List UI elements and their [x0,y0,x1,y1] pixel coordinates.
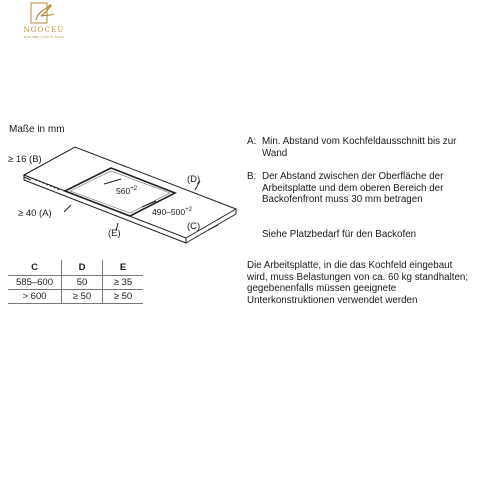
note-key: B: [247,171,257,182]
label-d: (D) [187,174,201,185]
note-a [247,136,472,159]
brand-name: NGOCEU [23,26,65,34]
table-header-row [8,260,143,276]
table-cell: > 600 [8,290,62,304]
note-worktop-load [247,260,472,306]
width-arrow [104,179,121,184]
label-b: ≥ 16 (B) [8,154,42,165]
table-cell: 50 [62,276,103,290]
note-text: Der Abstand zwischen der Oberfläche der Arbeitsplatte und dem oberen Bereich der Backofenfront muss 30 mm betragen [262,171,444,205]
table-cell: 585–600 [8,276,62,290]
note-text: Min. Abstand vom Kochfeldausschnitt bis zur Wand [262,136,457,159]
note-text: Die Arbeitsplatte, in die das Kochfeld eingebaut wird, muss Belastungen von ca. 60 kg standhalten; gegebenenfalls müssen geeignete Unterkonstruktionen verwendet werden [247,260,469,306]
note-b [247,171,472,206]
depth-value: 490–500 [152,207,186,217]
label-a: ≥ 40 (A) [18,208,52,219]
c-leader [208,225,218,230]
dimensions-title: Maße in mm [9,124,65,135]
table-row [8,276,143,290]
note-oven-space [262,229,480,241]
header-e: E [103,260,144,276]
table-cell: ≥ 35 [103,276,144,290]
label-width [116,186,137,196]
width-tolerance: +2 [130,186,138,193]
header-d: D [62,260,103,276]
depth-tolerance: +2 [185,207,192,214]
note-key: A: [247,136,257,147]
table-row [8,290,143,304]
label-c: (C) [187,221,201,232]
clearance-table [8,260,143,304]
width-value: 560 [116,186,131,196]
logo-emblem-icon [30,2,58,26]
header-c: C [8,260,62,276]
a-leader [64,205,71,212]
note-text: Siehe Platzbedarf für den Backofen [262,229,417,240]
label-e: (E) [108,228,121,239]
table-cell: ≥ 50 [62,290,103,304]
brand-logo [4,2,84,42]
table-cell: ≥ 50 [103,290,144,304]
brand-tagline: NHÀ BẾP THÔNG MINH [23,35,65,39]
label-depth [152,207,192,217]
